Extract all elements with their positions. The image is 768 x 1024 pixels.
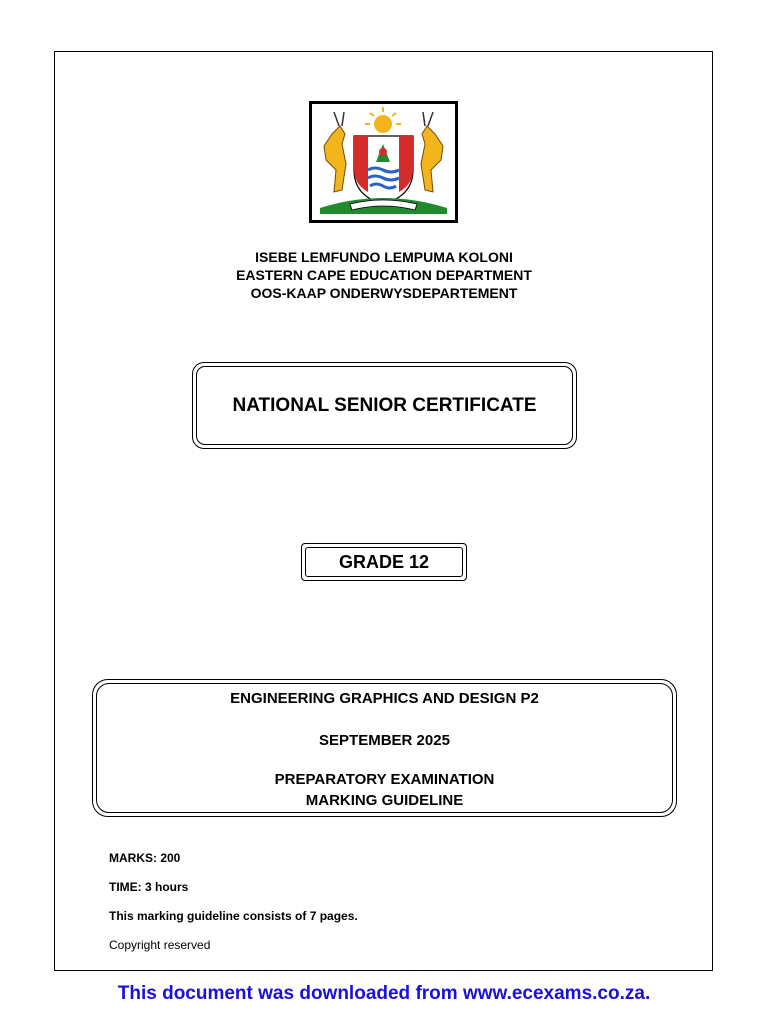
pages-info: This marking guideline consists of 7 pages. [109,909,358,923]
copyright-notice: Copyright reserved [109,938,211,952]
document-type: MARKING GUIDELINE [305,792,464,809]
department-line-afrikaans: OOS-KAAP ONDERWYSDEPARTEMENT [250,285,518,301]
shield-icon [354,136,413,204]
coat-of-arms-icon [309,101,458,223]
sun-icon [365,107,401,133]
download-source-footer: This document was downloaded from www.ecexams.co.za. [117,983,651,1004]
certificate-title: NATIONAL SENIOR CERTIFICATE [232,395,537,416]
department-heading [0,248,768,302]
antelope-left-icon [324,112,346,192]
marks-info: MARKS: 200 [109,851,181,865]
exam-type: PREPARATORY EXAMINATION [274,771,495,788]
subject-title: ENGINEERING GRAPHICS AND DESIGN P2 [230,690,539,707]
department-line-xhosa: ISEBE LEMFUNDO LEMPUMA KOLONI [255,249,513,265]
antelope-right-icon [421,112,443,192]
grade-label: GRADE 12 [338,552,430,572]
exam-date: SEPTEMBER 2025 [319,732,450,749]
subject-box [92,679,677,817]
department-line-english: EASTERN CAPE EDUCATION DEPARTMENT [236,267,532,283]
grade-box [301,543,467,581]
time-info: TIME: 3 hours [109,880,189,894]
certificate-box [192,362,577,449]
